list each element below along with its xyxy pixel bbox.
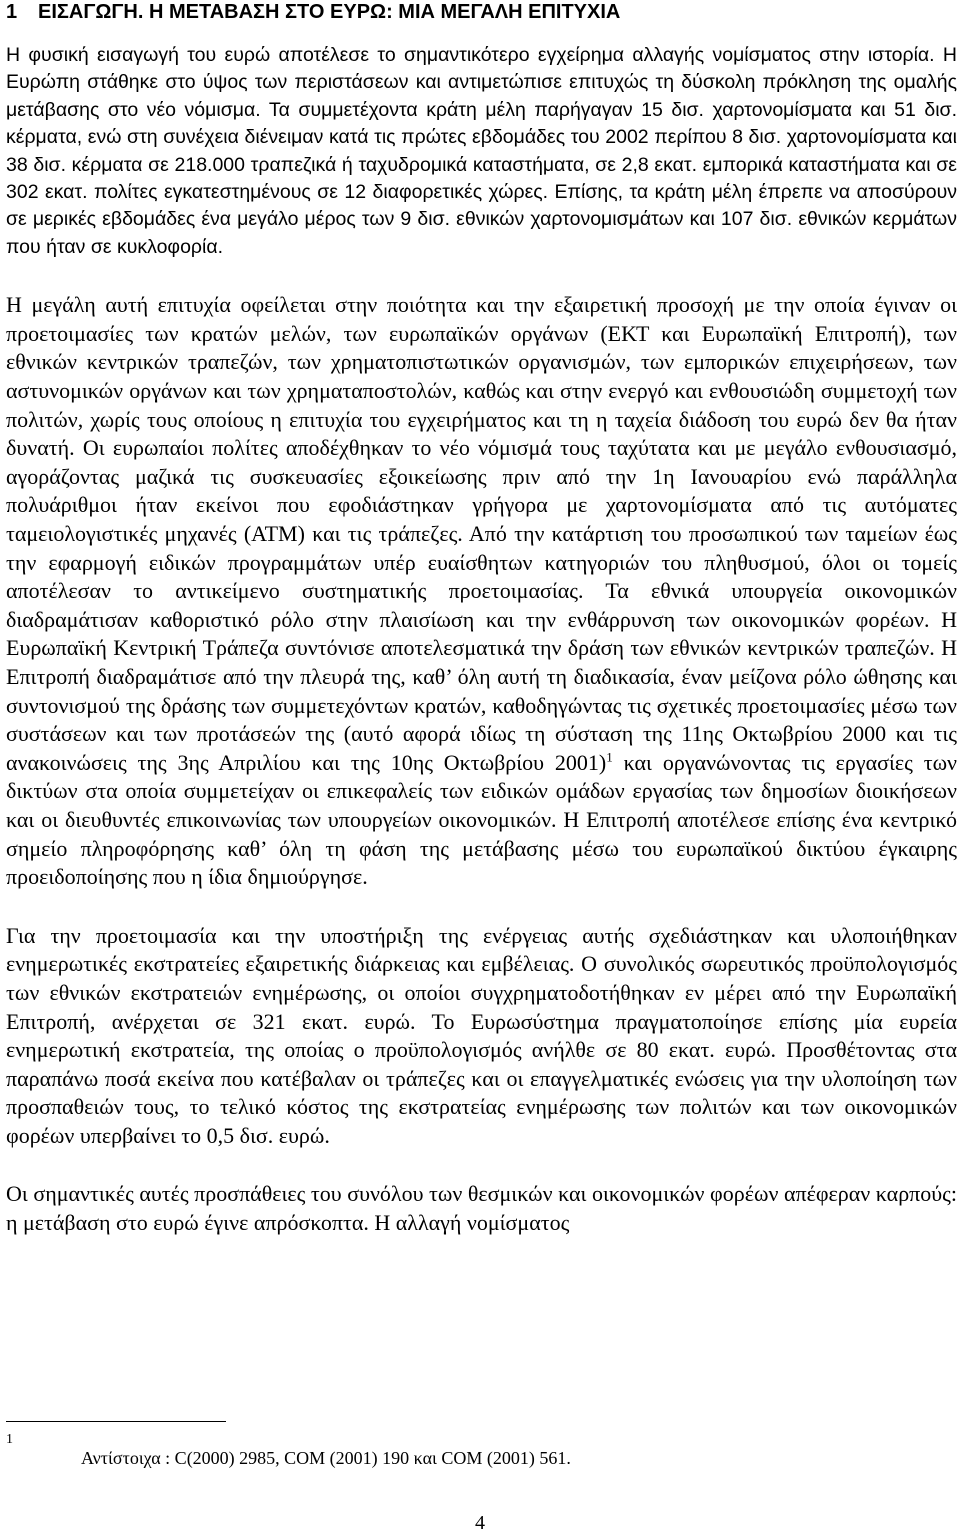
footnote-separator (6, 1421, 226, 1422)
section-number: 1 (6, 1, 18, 23)
paragraph-3: Για την προετοιμασία και την υποστήριξη της ενέργειας αυτής σχεδιάστηκαν και υλοποιήθηκαν ενημερωτικές εκστρατείες εξαιρετικής διάρκειας και εμβέλειας. Ο συνολικός σωρευτικός προϋπολογισμός των εθνικών εκστρατειών ενημέρωσης, οι οποίοι συγχρηματοδοτήθηκαν εν μέρει από την Ευρωπαϊκή Επιτροπή, ανέρχεται σε 321 εκατ. ευρώ. Το Ευρωσύστημα πραγματοποίησε επίσης μία ευρεία ενημερωτική εκστρατεία, της οποίας ο προϋπολογισμός ανήλθε σε 80 εκατ. ευρώ. Προσθέτοντας στα παραπάνω ποσά εκείνα που κατέβαλαν οι τράπεζες και οι επαγγελματικές ενώσεις για την υλοποίηση των προσπαθειών τους, το τελικό κόστος της εκστρατείας ενημέρωσης των πολιτών και των οικονομικών φορέων υπερβαίνει το 0,5 δισ. ευρώ. (6, 922, 957, 1148)
paragraph-1: Η φυσική εισαγωγή του ευρώ αποτέλεσε το σημαντικότερο εγχείρημα αλλαγής νομίσματος στην ιστορία. Η Ευρώπη στάθηκε στο ύψος των περιστάσεων και αντιμετώπισε επιτυχώς τη δύσκολη πρόκληση της ομαλής μετάβασης στο νέο νόμισμα. Τα συμμετέχοντα κράτη μέλη παρήγαγαν 15 δισ. χαρτονομίσματα και 51 δισ. κέρματα, ενώ στη συνέχεια διένειμαν κατά τις πρώτες εβδομάδες του 2002 περίπου 8 δισ. χαρτονομίσματα και 38 δισ. κέρματα σε 218.000 τραπεζικά ή ταχυδρομικά καταστήματα, σε 2,8 εκατ. εμπορικά καταστήματα και σε 302 εκατ. πολίτες εγκατεστημένους σε 12 διαφορετικές χώρες. Επίσης, τα κράτη μέλη έπρεπε να αποσύρουν σε μερικές εβδομάδες ένα μεγάλο μέρος των 9 δισ. εθνικών χαρτονομισμάτων και 107 δισ. εθνικών κερμάτων που ήταν σε κυκλοφορία. (6, 44, 957, 258)
section-heading (6, 0, 957, 30)
paragraph-2-text-a: Η μεγάλη αυτή επιτυχία οφείλεται στην ποιότητα και την εξαιρετική προσοχή με την οποία έγιναν οι προετοιμασίες των κρατών μελών, των ευρωπαϊκών οργάνων (ΕΚΤ και Ευρωπαϊκή Επιτροπή), των εθνικών κεντρικών τραπεζών, των χρηματοπιστωτικών οργανισμών, των εμπορικών επιχειρήσεων, των αστυνομικών οργάνων και των χρηματαποστολών, καθώς και στην ενεργό και ενθουσιώδη συμμετοχή των πολιτών, χωρίς τους οποίους η επιτυχία του εγχειρήματος και τη η ταχεία διάδοση του ευρώ δεν θα ήταν δυνατή. Οι ευρωπαίοι πολίτες αποδέχθηκαν το νέο νόμισμά τους ταχύτατα και με μεγάλο ενθουσιασμό, αγοράζοντας μαζικά τις συσκευασίες εξοικείωσης πριν από την 1η Ιανουαρίου ενώ παράλληλα πολυάριθμοι ήταν εκείνοι που εφοδιάστηκαν γρήγορα με χαρτονομίσματα από τις αυτόματες ταμειολογιστικές μηχανές (ΑΤΜ) και τις τράπεζες. Από την κατάρτιση του προσωπικού των ταμείων έως την εφαρμογή ειδικών προγραμμάτων υπέρ ευαίσθητων κατηγοριών του πληθυσμού, όλοι οι τομείς αποτέλεσαν το αντικείμενο συστηματικής προετοιμασίας. Τα εθνικά υπουργεία οικονομικών διαδραμάτισαν καθοριστικό ρόλο στην πλαισίωση και την ενθάρρυνση των οικονομικών φορέων. Η Ευρωπαϊκή Κεντρική Τράπεζα συντόνισε αποτελεσματικά την δράση των εθνικών κεντρικών τραπεζών. Η Επιτροπή διαδραμάτισε από την πλευρά της, καθ’ όλη αυτή τη διαδικασία, έναν μείζονα ρόλο ώθησης και συντονισμού της δράσης των συμμετεχόντων κρατών, καθοδηγώντας τις σχετικές προετοιμασίες μέσω των συστάσεων και των προτάσεών της (αυτό αφορά ιδίως τη σύσταση της 11ης Οκτωβρίου 2000 και τις ανακοινώσεις της 3ης Απριλίου και της 10ης Οκτωβρίου 2001) (6, 292, 957, 775)
document-page (6, 0, 957, 1238)
paragraph-2-text-b: και οργανώνοντας τις εργασίες των δικτύων στα οποία συμμετείχαν οι επικεφαλείς των ειδικών ομάδων εργασίας των δημοσίων διοικήσεων και οι διευθυντές επικοινωνίας των υπουργείων οικονομικών. Η Επιτροπή αποτέλεσε επίσης ένα κεντρικό σημείο πληροφόρησης καθ’ όλη τη φάση της μετάβασης μέσω του ευρωπαϊκού δικτύου έγκαιρης προειδοποίησης που η ίδια δημιούργησε. (6, 749, 957, 890)
page-number: 4 (475, 1512, 485, 1534)
footnote-mark: 1 (6, 1432, 13, 1447)
footnote-text: Αντίστοιχα : C(2000) 2985, COM (2001) 190 και COM (2001) 561. (81, 1448, 571, 1468)
paragraph-4: Οι σημαντικές αυτές προσπάθειες του συνόλου των θεσμικών και οικονομικών φορέων απέφεραν καρπούς: η μετάβαση στο ευρώ έγινε απρόσκοπτα. Η αλλαγή νομίσματος (6, 1181, 957, 1236)
paragraph-2 (6, 291, 957, 891)
footnote-reference[interactable]: 1 (606, 749, 613, 765)
section-title: ΕΙΣΑΓΩΓΗ. Η ΜΕΤΑΒΑΣΗ ΣΤΟ ΕΥΡΩ: ΜΙΑ ΜΕΓΑΛΗ ΕΠΙΤΥΧΙΑ (38, 1, 621, 23)
